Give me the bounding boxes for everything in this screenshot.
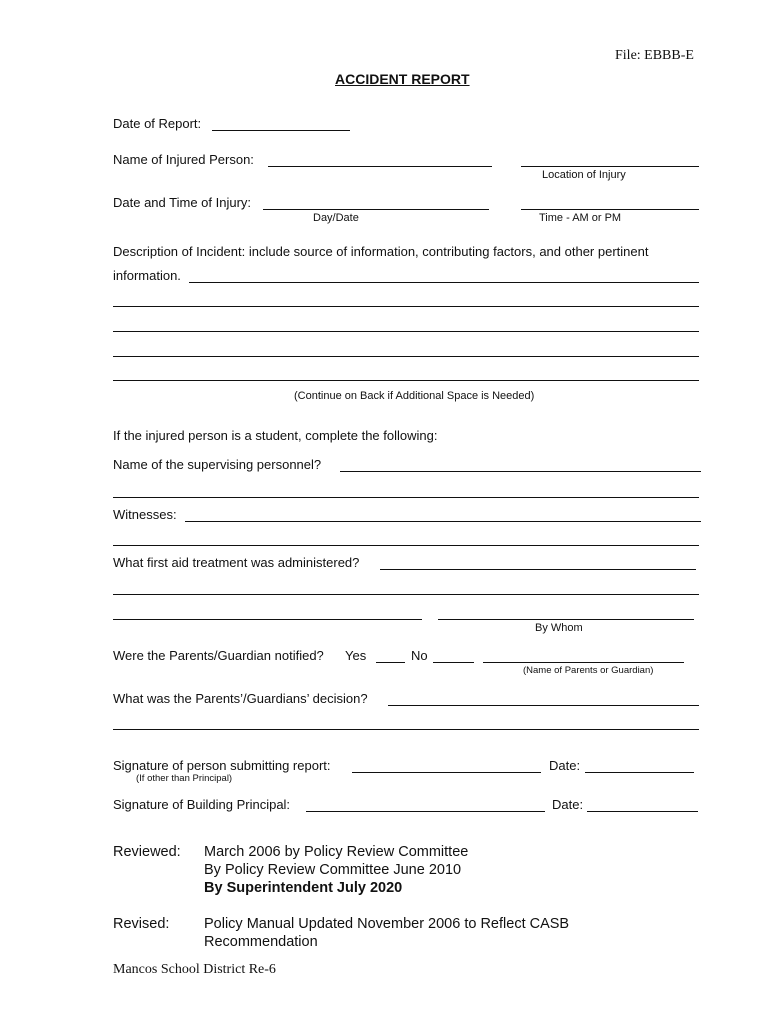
student-intro: If the injured person is a student, complete the following: xyxy=(113,428,438,443)
date-of-report-label: Date of Report: xyxy=(113,116,202,131)
reviewed-line-1: March 2006 by Policy Review Committee xyxy=(204,844,469,860)
description-field-4[interactable] xyxy=(113,356,699,357)
by-whom-caption: By Whom xyxy=(535,622,583,634)
sig-submitter-date-label: Date: xyxy=(549,758,581,773)
sig-principal-field[interactable] xyxy=(306,811,545,812)
no-field[interactable] xyxy=(433,662,474,663)
yes-label: Yes xyxy=(345,648,367,663)
parents-decision-field[interactable] xyxy=(388,705,699,706)
date-of-report-field[interactable] xyxy=(212,130,350,131)
first-aid-label: What first aid treatment was administered? xyxy=(113,555,360,570)
first-aid-field-2[interactable] xyxy=(113,594,699,595)
sig-submitter-date-field[interactable] xyxy=(585,772,694,773)
revised-line-2: Recommendation xyxy=(204,934,318,950)
description-field-1[interactable] xyxy=(189,282,699,283)
parent-name-caption: (Name of Parents or Guardian) xyxy=(523,665,654,676)
date-time-injury-label: Date and Time of Injury: xyxy=(113,195,252,210)
description-field-3[interactable] xyxy=(113,331,699,332)
reviewed-line-2: By Policy Review Committee June 2010 xyxy=(204,862,462,878)
reviewed-label: Reviewed: xyxy=(113,844,181,860)
injured-name-label: Name of Injured Person: xyxy=(113,152,254,167)
supervising-field[interactable] xyxy=(340,471,701,472)
revised-line-1: Policy Manual Updated November 2006 to Reflect CASB xyxy=(204,916,570,932)
injury-time-field[interactable] xyxy=(521,209,699,210)
injured-name-field[interactable] xyxy=(268,166,492,167)
description-field-5[interactable] xyxy=(113,380,699,381)
description-field-2[interactable] xyxy=(113,306,699,307)
yes-field[interactable] xyxy=(376,662,405,663)
reviewed-line-3: By Superintendent July 2020 xyxy=(204,880,403,896)
sig-submitter-field[interactable] xyxy=(352,772,541,773)
parents-decision-label: What was the Parents’/Guardians’ decision? xyxy=(113,691,368,706)
sig-principal-date-field[interactable] xyxy=(587,811,698,812)
parents-decision-field-2[interactable] xyxy=(113,729,699,730)
witnesses-field-2[interactable] xyxy=(113,545,699,546)
if-other-caption: (If other than Principal) xyxy=(136,773,233,784)
revised-label: Revised: xyxy=(113,916,170,932)
file-label: File: EBBB-E xyxy=(615,48,694,63)
supervising-label: Name of the supervising personnel? xyxy=(113,457,322,472)
sig-submitter-label: Signature of person submitting report: xyxy=(113,758,331,773)
parent-name-field[interactable] xyxy=(483,662,684,663)
by-whom-field[interactable] xyxy=(438,619,694,620)
supervising-field-2[interactable] xyxy=(113,497,699,498)
sig-principal-label: Signature of Building Principal: xyxy=(113,797,291,812)
location-of-injury-caption: Location of Injury xyxy=(542,169,626,181)
time-caption: Time - AM or PM xyxy=(539,212,622,224)
description-label-line1: Description of Incident: include source of information, contributing factors, and other pertinent xyxy=(113,244,649,259)
description-label-line2: information. xyxy=(113,268,181,283)
first-aid-field-3[interactable] xyxy=(113,619,422,620)
witnesses-label: Witnesses: xyxy=(113,507,177,522)
witnesses-field[interactable] xyxy=(185,521,701,522)
location-of-injury-field[interactable] xyxy=(521,166,699,167)
injury-date-field[interactable] xyxy=(263,209,489,210)
no-label: No xyxy=(411,648,428,663)
sig-principal-date-label: Date: xyxy=(552,797,584,812)
continue-note: (Continue on Back if Additional Space is Needed) xyxy=(294,390,535,402)
first-aid-field[interactable] xyxy=(380,569,696,570)
day-date-caption: Day/Date xyxy=(313,212,359,224)
footer-district: Mancos School District Re-6 xyxy=(113,962,276,977)
parents-notified-label: Were the Parents/Guardian notified? xyxy=(113,648,324,663)
page-title: ACCIDENT REPORT xyxy=(335,71,470,87)
